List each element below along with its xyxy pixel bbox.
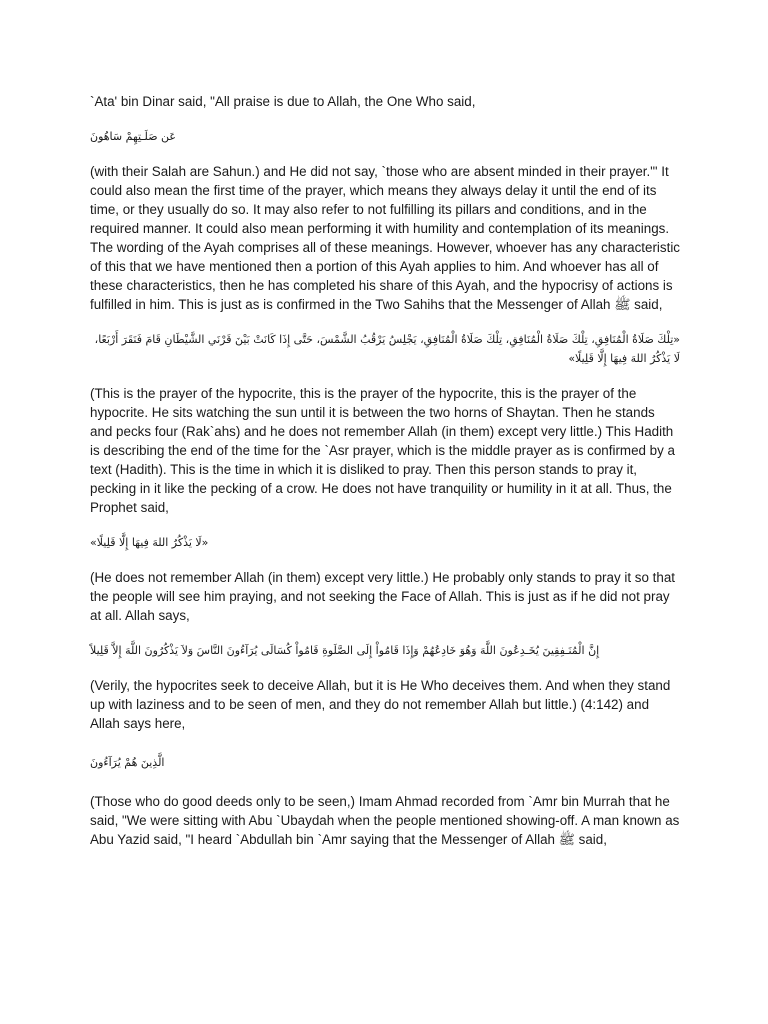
paragraph-remember-allah: (He does not remember Allah (in them) except very little.) He probably only stands to pray it so that the people will see him praying, and not seeking the Face of Allah. This is just as if he did not pray at all. Allah says, [90, 570, 675, 623]
paragraph-verse-translation: (Verily, the hypocrites seek to deceive Allah, but it is He Who deceives them. And when they stand up with laziness and to be seen of men, and they do not remember Allah but little.) (4:142) and Allah says here, [90, 678, 671, 731]
arabic-verse-hypocrites-deceive: إِنَّ الْمُنَـفِقِينَ يُخَـدِعُونَ اللَّهَ وَهُوَ خَادِعُهُمْ وَإِذَا قَامُواْ إِلَى الصَّلَوةِ قَامُواْ كُسَالَى يُرَآءُونَ النَّاسَ وَلاَ يَذْكُرُونَ اللَّهَ إِلاَّ قَلِيلاً [90, 644, 600, 657]
paragraph-intro: `Ata' bin Dinar said, "All praise is due to Allah, the One Who said, [90, 94, 476, 109]
document-body [90, 92, 680, 849]
arabic-verse-show-off: الَّذِينَ هُمْ يُرَآءُونَ [90, 756, 165, 769]
paragraph-imam-ahmad: (Those who do good deeds only to be seen,) Imam Ahmad recorded from `Amr bin Murrah that he said, "We were sitting with Abu `Ubaydah when the people mentioned showing-off. A man known as Abu Yazid said, "I heard `Abdullah bin `Amr saying that the Messenger of Allah ﷺ said, [90, 794, 680, 847]
arabic-hadith-except-little: «لَا يَذْكُرُ اللهَ فِيهَا إِلَّا قَلِيلًا» [90, 536, 209, 549]
arabic-verse-sahun: عَن صَلَـتِهِمْ سَاهُونَ [90, 130, 176, 143]
paragraph-explanation: (with their Salah are Sahun.) and He did not say, `those who are absent minded in their prayer."' It could also mean the first time of the prayer, which means they always delay it until the end of its time, or they usually do so. It may also refer to not fulfilling its pillars and conditions, and in the required manner. It could also mean performing it with humility and contemplation of its meanings. The wording of the Ayah comprises all of these meanings. However, whoever has any characteristic of this that we have mentioned then a portion of this Ayah applies to him. And whoever has all of these characteristics, then he has completed his share of this Ayah, and the hypocrisy of actions is fulfilled in him. This is just as is confirmed in the Two Sahihs that the Messenger of Allah ﷺ said, [90, 164, 680, 312]
arabic-hadith-hypocrite-prayer: «تِلْكَ صَلَاةُ الْمُنَافِقِ، تِلْكَ صَلَاةُ الْمُنَافِقِ، تِلْكَ صَلَاةُ الْمُنَافِقِ، يَجْلِسُ يَرْقُبُ الشَّمْسَ، حَتَّى إِذَا كَانَتْ بَيْنَ قَرْنَي الشَّيْطَانِ قَامَ فَنَقَرَ أَرْبَعًا، لَا يَذْكُرُ اللهَ فِيهَا إِلَّا قَلِيلًا» [94, 333, 680, 365]
paragraph-hadith-translation: (This is the prayer of the hypocrite, this is the prayer of the hypocrite, this is the prayer of the hypocrite. He sits watching the sun until it is between the two horns of Shaytan. Then he stands and pecks four (Rak`ahs) and he does not remember Allah (in them) except very little.) This Hadith is describing the end of the time for the `Asr prayer, which is the middle prayer as is confirmed by a text (Hadith). This is the time in which it is disliked to pray. Then this person stands to pray it, pecking in it like the pecking of a crow. He does not have tranquility or humility in it at all. Thus, the Prophet said, [90, 386, 675, 515]
